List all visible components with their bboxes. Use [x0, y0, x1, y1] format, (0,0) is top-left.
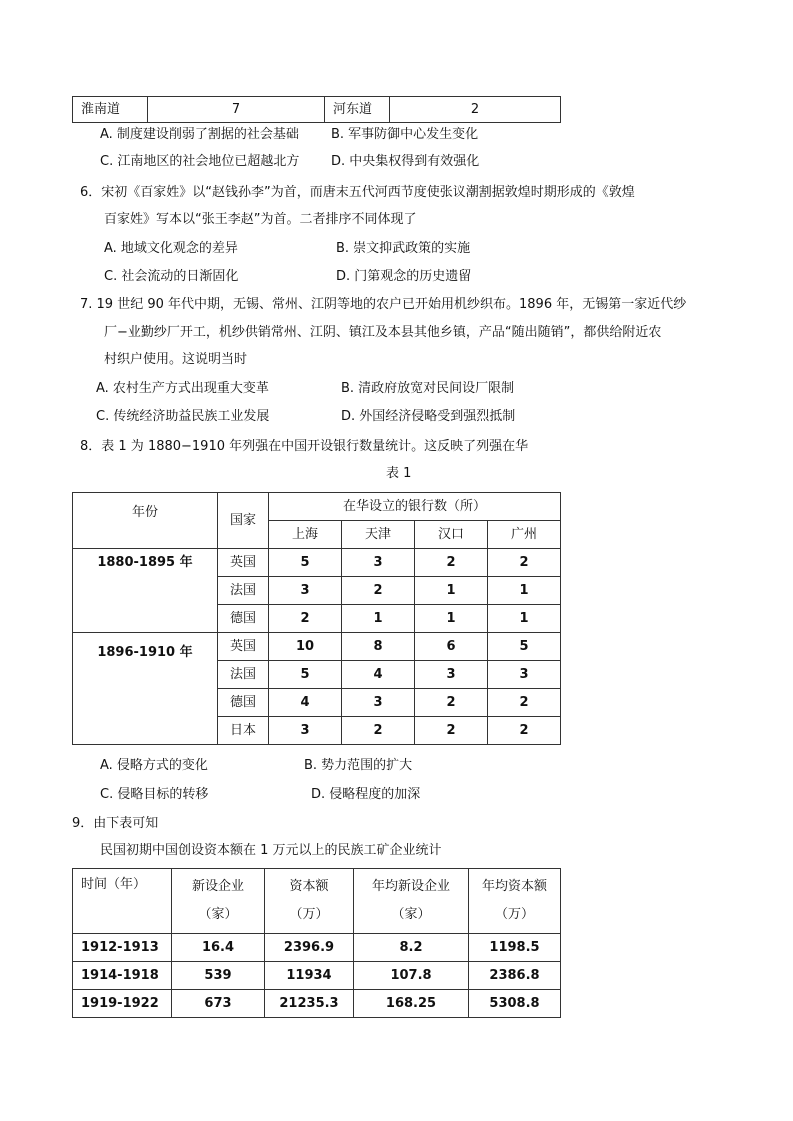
header-city: 上海	[269, 521, 342, 549]
header-line: 资本额	[289, 879, 329, 894]
header-line: （家）	[198, 907, 238, 922]
question-7-line: 7. 19 世纪 90 年代中期，无锡、常州、江阴等地的农户已开始用机纱织布。1896 年，无锡第一家近代纱	[80, 297, 687, 312]
question-6-line: 6．宋初《百家姓》以“赵钱孙李”为首，而唐末五代河西节度使张议潮割据敦煌时期形成的《敦煌	[80, 185, 635, 200]
value-cell: 3	[342, 689, 415, 717]
option-d: D. 外国经济侵略受到强烈抵制	[341, 409, 516, 424]
option-a: A. 地域文化观念的差异	[104, 241, 238, 256]
header-city: 汉口	[415, 521, 488, 549]
top-table	[72, 96, 561, 123]
value-cell: 2	[415, 717, 488, 745]
option-b: B. 清政府放宽对民间设厂限制	[341, 381, 515, 396]
value-cell: 6	[415, 633, 488, 661]
bank-table	[72, 492, 561, 745]
value-cell: 8	[342, 633, 415, 661]
value-cell: 2	[488, 689, 561, 717]
table-cell: 673	[172, 990, 265, 1018]
enterprise-table	[72, 868, 561, 1018]
question-6-line: 百家姓》写本以“张王李赵”为首。二者排序不同体现了	[104, 212, 417, 227]
value-cell: 3	[269, 717, 342, 745]
value-cell: 1	[342, 605, 415, 633]
header-line: （万）	[289, 907, 329, 922]
table-cell: 21235.3	[265, 990, 354, 1018]
header-cell	[469, 869, 561, 934]
table-cell: 8.2	[354, 934, 469, 962]
value-cell: 3	[342, 549, 415, 577]
question-8-stem: 8．表 1 为 1880−1910 年列强在中国开设银行数量统计。这反映了列强在华	[80, 439, 529, 454]
value-cell: 1	[415, 577, 488, 605]
value-cell: 5	[488, 633, 561, 661]
table-cell: 2396.9	[265, 934, 354, 962]
option-b: B. 崇文抑武政策的实施	[336, 241, 471, 256]
value-cell: 3	[415, 661, 488, 689]
header-city: 广州	[488, 521, 561, 549]
value-cell: 2	[342, 577, 415, 605]
table-cell: 539	[172, 962, 265, 990]
value-cell: 5	[269, 661, 342, 689]
country-cell: 英国	[218, 549, 269, 577]
country-cell: 法国	[218, 661, 269, 689]
header-cell	[73, 869, 172, 934]
table-cell: 107.8	[354, 962, 469, 990]
option-b: B. 军事防御中心发生变化	[331, 127, 479, 142]
header-group: 在华设立的银行数（所）	[269, 493, 561, 521]
value-cell: 5	[269, 549, 342, 577]
option-d: D. 侵略程度的加深	[311, 787, 421, 802]
table-cell: 1914-1918	[73, 962, 172, 990]
table-cell: 11934	[265, 962, 354, 990]
value-cell: 4	[342, 661, 415, 689]
value-cell: 10	[269, 633, 342, 661]
value-cell: 2	[488, 549, 561, 577]
header-cell	[172, 869, 265, 934]
question-7-line: 村织户使用。这说明当时	[104, 352, 248, 367]
value-cell: 1	[488, 605, 561, 633]
value-cell: 3	[269, 577, 342, 605]
header-line: 年均资本额	[481, 879, 547, 894]
table-title: 民国初期中国创设资本额在 1 万元以上的民族工矿企业统计	[100, 843, 442, 858]
table-cell: 2386.8	[469, 962, 561, 990]
header-line: （万）	[494, 907, 534, 922]
header-cell	[265, 869, 354, 934]
question-9-stem: 9．由下表可知	[72, 816, 159, 831]
question-7-line: 厂−业勤纱厂开工，机纱供销常州、江阴、镇江及本县其他乡镇，产品“随出随销”，都供给附近农	[104, 325, 662, 340]
value-cell: 3	[488, 661, 561, 689]
option-a: A. 农村生产方式出现重大变革	[96, 381, 269, 396]
table-cell: 河东道	[325, 97, 390, 123]
table-cell: 16.4	[172, 934, 265, 962]
table-cell: 5308.8	[469, 990, 561, 1018]
table-cell: 淮南道	[73, 97, 148, 123]
header-year: 年份	[73, 493, 218, 549]
value-cell: 2	[415, 549, 488, 577]
table-cell: 1919-1922	[73, 990, 172, 1018]
header-line: （家）	[391, 907, 431, 922]
value-cell: 2	[342, 717, 415, 745]
value-cell: 2	[415, 689, 488, 717]
value-cell: 2	[488, 717, 561, 745]
table-caption: 表 1	[386, 466, 412, 481]
option-c: C. 侵略目标的转移	[100, 787, 209, 802]
header-city: 天津	[342, 521, 415, 549]
table-cell: 168.25	[354, 990, 469, 1018]
value-cell: 1	[415, 605, 488, 633]
option-b: B. 势力范围的扩大	[304, 758, 413, 773]
option-a: A. 制度建设削弱了割据的社会基础	[100, 127, 299, 142]
table-cell: 1198.5	[469, 934, 561, 962]
value-cell: 1	[488, 577, 561, 605]
period-label: 1896-1910 年	[73, 633, 218, 745]
option-c: C. 传统经济助益民族工业发展	[96, 409, 270, 424]
country-cell: 德国	[218, 689, 269, 717]
header-time: 时间（年）	[81, 877, 147, 892]
header-line: 年均新设企业	[371, 879, 450, 894]
header-country: 国家	[218, 493, 269, 549]
header-line: 新设企业	[191, 879, 244, 894]
table-cell: 1912-1913	[73, 934, 172, 962]
country-cell: 英国	[218, 633, 269, 661]
option-a: A. 侵略方式的变化	[100, 758, 208, 773]
period-label: 1880-1895 年	[73, 549, 218, 633]
country-cell: 法国	[218, 577, 269, 605]
country-cell: 德国	[218, 605, 269, 633]
value-cell: 2	[269, 605, 342, 633]
value-cell: 4	[269, 689, 342, 717]
country-cell: 日本	[218, 717, 269, 745]
table-cell: 7	[148, 97, 325, 123]
option-c: C. 社会流动的日渐固化	[104, 269, 239, 284]
table-cell: 2	[390, 97, 561, 123]
option-c: C. 江南地区的社会地位已超越北方	[100, 154, 300, 169]
option-d: D. 中央集权得到有效强化	[331, 154, 480, 169]
header-cell	[354, 869, 469, 934]
option-d: D. 门第观念的历史遗留	[336, 269, 472, 284]
